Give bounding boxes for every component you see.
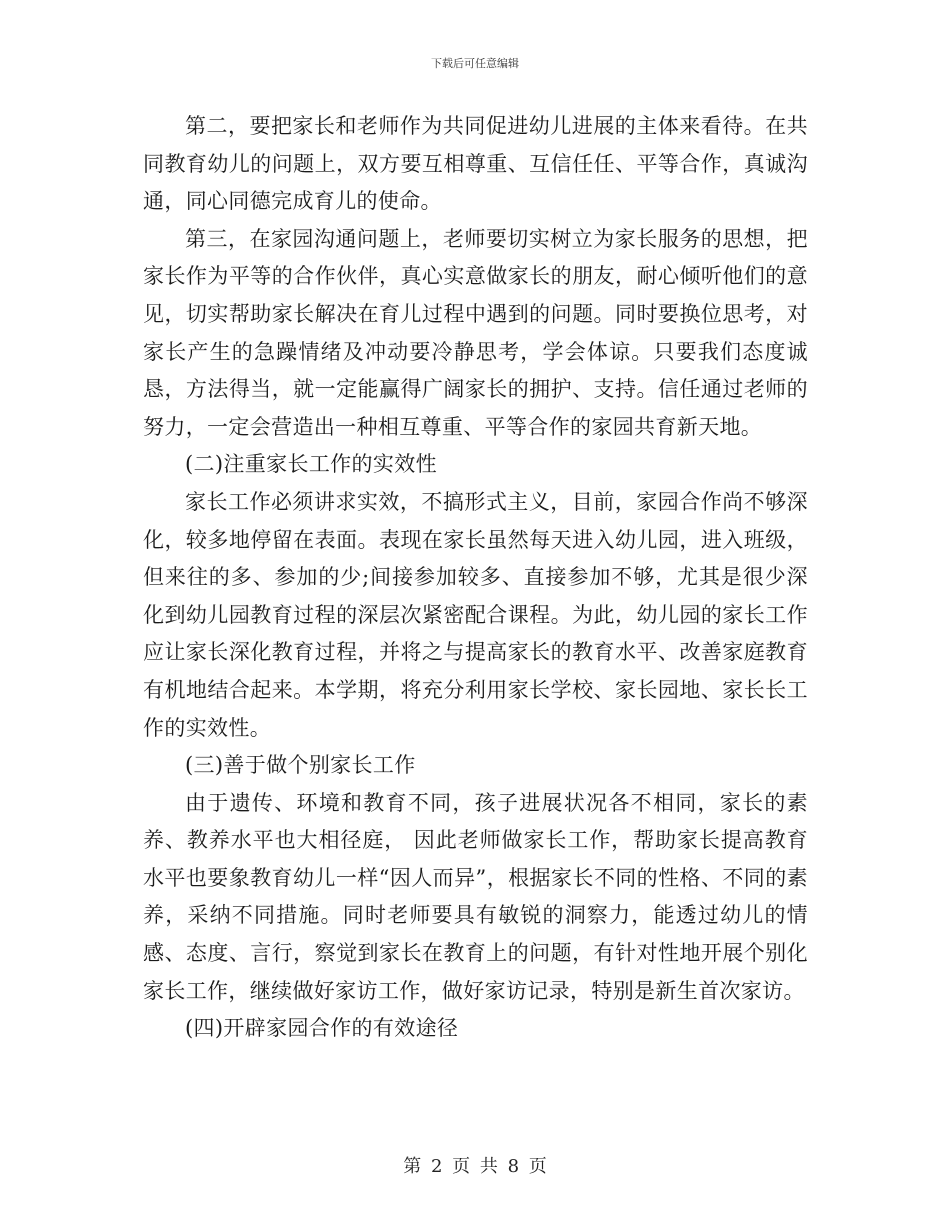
paragraph-effectiveness: 家长工作必须讲求实效，不搞形式主义，目前，家园合作尚不够深化，较多地停留在表面。表现在家长虽然每天进入幼儿园，进入班级，但来往的多、参加的少;间接参加较多、直接参加不够，尤其是很少深化到幼儿园教育过程的深层次紧密配合课程。为此，幼儿园的家长工作应让家长深化教育过程，并将之与提高家长的教育水平、改善家庭教育有机地结合起来。本学期，将充分利用家长学校、家长园地、家长长工作的实效性。 [143,489,808,740]
page-header: 下载后可任意编辑 [431,57,519,70]
document-body [143,108,808,1048]
page-number-footer: 第 2 页 共 8 页 [403,1156,547,1177]
paragraph-individual-work: 由于遗传、环境和教育不同，孩子进展状况各不相同，家长的素养、教养水平也大相径庭， 因此老师做家长工作，帮助家长提高教育水平也要象教育幼儿一样“因人而异”，根据家长不同的性格、不同的素养，采纳不同措施。同时老师要具有敏锐的洞察力，能透过幼儿的情感、态度、言行，察觉到家长在教育上的问题，有针对性地开展个别化家长工作，继续做好家访工作，做好家访记录，特别是新生首次家访。 [143,790,808,1003]
section-heading-2: (二)注重家长工作的实效性 [185,452,437,477]
section-heading-3: (三)善于做个别家长工作 [185,753,416,778]
section-heading-4: (四)开辟家园合作的有效途径 [185,1016,459,1041]
paragraph-third-point: 第三，在家园沟通问题上，老师要切实树立为家长服务的思想，把家长作为平等的合作伙伴，真心实意做家长的朋友，耐心倾听他们的意见，切实帮助家长解决在育儿过程中遇到的问题。同时要换位思考，对家长产生的急躁情绪及冲动要冷静思考，学会体谅。只要我们态度诚恳，方法得当，就一定能赢得广阔家长的拥护、支持。信任通过老师的努力，一定会营造出一种相互尊重、平等合作的家园共育新天地。 [143,226,808,439]
paragraph-second-point: 第二，要把家长和老师作为共同促进幼儿进展的主体来看待。在共同教育幼儿的问题上，双方要互相尊重、互信任任、平等合作，真诚沟通，同心同德完成育儿的使命。 [143,114,808,214]
